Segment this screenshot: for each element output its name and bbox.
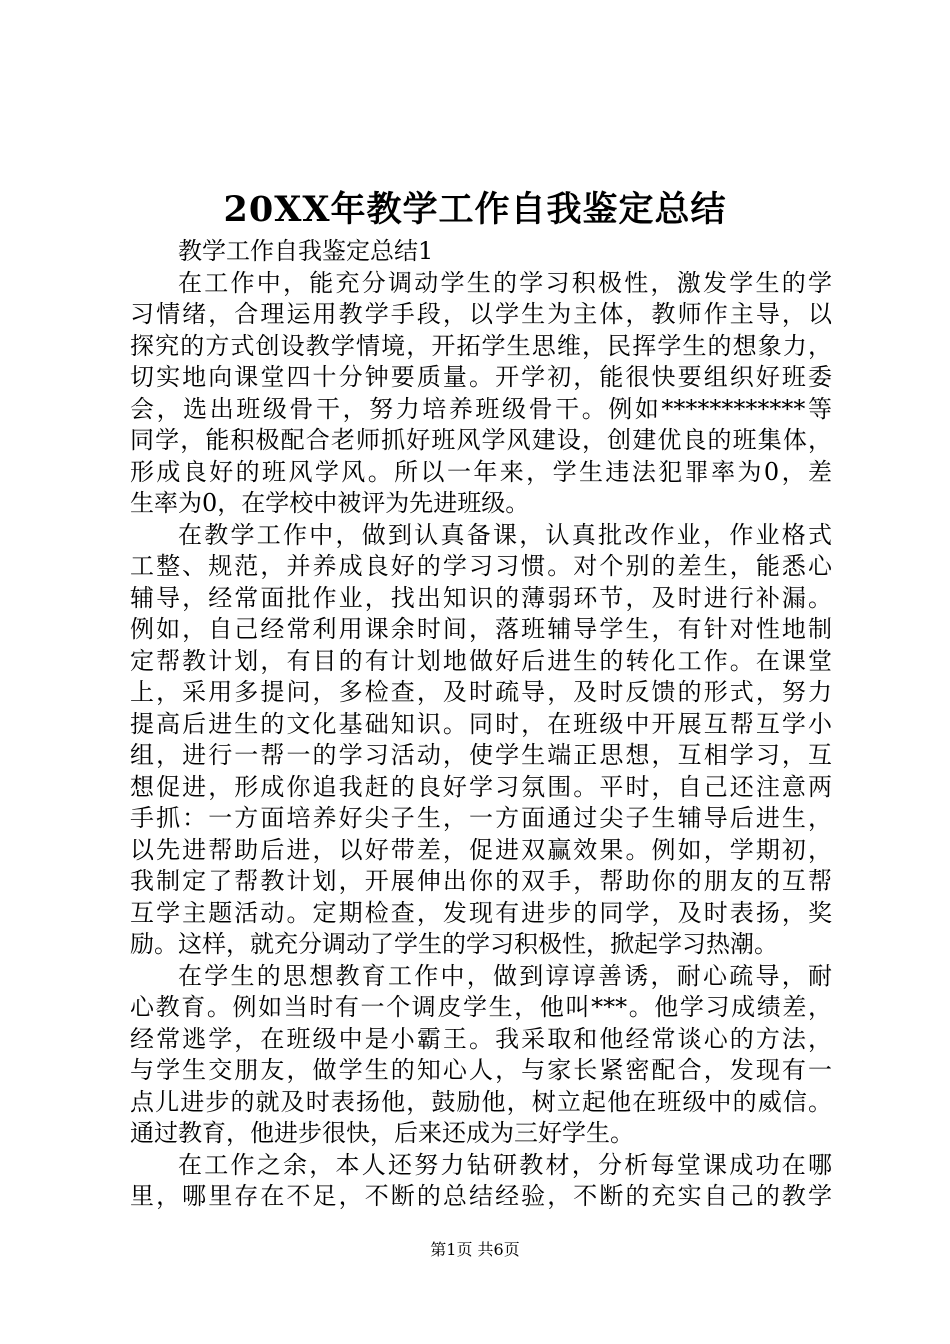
text-line: 探究的方式创设教学情境，开拓学生思维，民挥学生的想象力， (130, 331, 832, 360)
text-line: 我制定了帮教计划，开展伸出你的双手，帮助你的朋友的互帮 (130, 867, 832, 895)
text-line: 上，采用多提问，多检查，及时疏导，及时反馈的形式，努力 (130, 678, 832, 706)
text-line: 与学生交朋友，做学生的知心人，与家长紧密配合，发现有一 (130, 1056, 832, 1084)
text-line: 切实地向课堂四十分钟要质量。开学初，能很快要组织好班委 (130, 363, 832, 391)
text-line: 想促进，形成你追我赶的良好学习氛围。平时，自己还注意两 (130, 772, 832, 801)
text-line: 以先进帮助后进，以好带差，促进双赢效果。例如，学期初， (130, 835, 832, 864)
text-line: 生率为0，在学校中被评为先进班级。 (130, 489, 530, 517)
text-line: 互学主题活动。定期检查，发现有进步的同学，及时表扬，奖 (130, 898, 832, 927)
text-line: 在工作之余，本人还努力钻研教材，分析每堂课成功在哪 (178, 1150, 832, 1179)
text-line: 提高后进生的文化基础知识。同时，在班级中开展互帮互学小 (130, 709, 832, 738)
text-line: 励。这样，就充分调动了学生的学习积极性，掀起学习热潮。 (130, 930, 778, 958)
text-line: 辅导，经常面批作业，找出知识的薄弱环节，及时进行补漏。 (130, 583, 832, 612)
text-line: 手抓：一方面培养好尖子生，一方面通过尖子生辅导后进生， (130, 804, 832, 832)
page-number: 第1页 共6页 (430, 1240, 520, 1259)
section-heading: 教学工作自我鉴定总结1 (178, 237, 434, 265)
text-line: 例如，自己经常利用课余时间，落班辅导学生，有针对性地制 (130, 615, 832, 643)
text-line: 通过教育，他进步很快，后来还成为三好学生。 (130, 1119, 634, 1147)
text-line: 工整、规范，并养成良好的学习习惯。对个别的差生，能悉心 (130, 552, 832, 580)
text-line: 组，进行一帮一的学习活动，使学生端正思想，互相学习，互 (130, 741, 832, 769)
text-line: 会，选出班级骨干，努力培养班级骨干。例如************等 (130, 394, 832, 423)
document-body (130, 236, 832, 1213)
text-line: 在教学工作中，做到认真备课，认真批改作业，作业格式 (178, 520, 832, 549)
text-line: 习情绪，合理运用教学手段，以学生为主体，教师作主导，以 (130, 300, 832, 328)
page-title: 20XX年教学工作自我鉴定总结 (223, 189, 727, 230)
text-line: 经常逃学，在班级中是小霸王。我采取和他经常谈心的方法， (130, 1024, 832, 1053)
text-line: 心教育。例如当时有一个调皮学生，他叫***。他学习成绩差， (130, 993, 832, 1021)
text-line: 形成良好的班风学风。所以一年来，学生违法犯罪率为0，差 (130, 457, 832, 486)
text-line: 在工作中，能充分调动学生的学习积极性，激发学生的学 (178, 268, 832, 297)
text-line: 点儿进步的就及时表扬他，鼓励他，树立起他在班级中的威信。 (130, 1087, 832, 1116)
text-line: 同学，能积极配合老师抓好班风学风建设，创建优良的班集体， (130, 426, 832, 454)
text-line: 定帮教计划，有目的有计划地做好后进生的转化工作。在课堂 (130, 646, 832, 675)
text-line: 里，哪里存在不足，不断的总结经验，不断的充实自己的教学 (130, 1182, 832, 1210)
text-line: 在学生的思想教育工作中，做到谆谆善诱，耐心疏导，耐 (178, 961, 832, 990)
